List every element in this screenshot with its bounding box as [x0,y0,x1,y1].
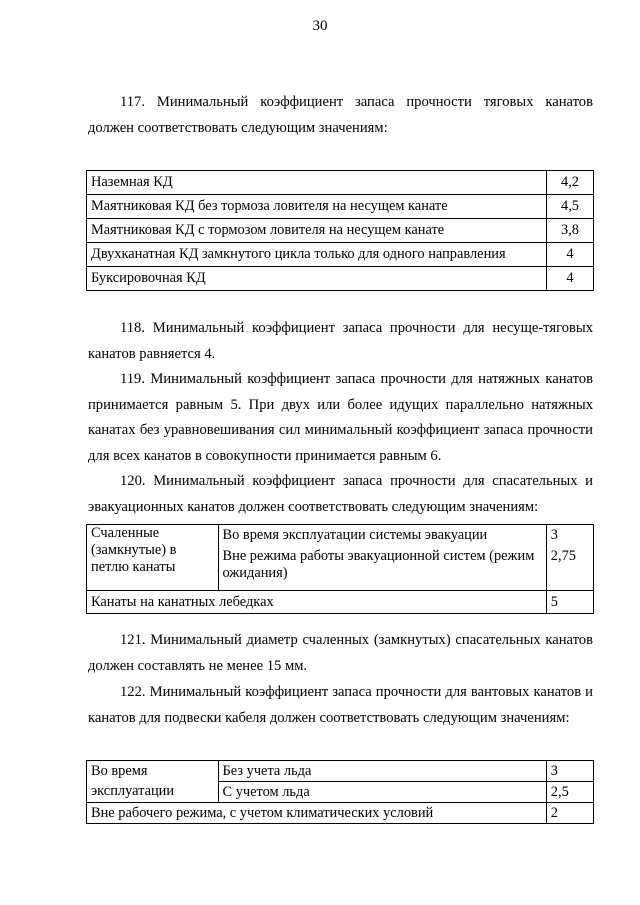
table-cell-value: 4 [547,243,594,267]
paragraph-118: 118. Минимальный коэффициент запаса прочности для несуще-тяговых канатов равняется 4. [88,320,593,362]
table-cell-label: Вне рабочего режима, с учетом климатических условий [87,803,547,824]
table-row [87,267,594,291]
table-cell-value: 4,5 [547,195,594,219]
table-cell-value: 3,8 [547,219,594,243]
table-cell-label: Канаты на канатных лебедках [87,591,547,614]
mode-standby: Вне режима работы эвакуационной систем (режим ожидания) [222,548,535,581]
table-cell-value: 2,5 [546,782,593,803]
paragraph-122: 122. Минимальный коэффициент запаса прочности для вантовых канатов и канатов для подвески кабеля должен соответствовать следующим значениям: [88,684,593,726]
table-cell-label: Двухканатная КД замкнутого цикла только для одного направления [87,243,547,267]
table-row [87,219,594,243]
table-row [87,195,594,219]
table-row [87,591,594,614]
page-number: 30 [312,18,328,34]
table-row [87,171,594,195]
table-traction-ropes [86,170,594,291]
table-cell-label: Наземная КД [87,171,547,195]
table-cell-label: Маятниковая КД с тормозом ловителя на несущем канате [87,219,547,243]
table-cell-value: 4 [547,267,594,291]
table-cell-condition: Без учета льда [218,761,546,782]
table-cell-label: Маятниковая КД без тормоза ловителя на несущем канате [87,195,547,219]
paragraph-120: 120. Минимальный коэффициент запаса прочности для спасательных и эвакуационных канатов должен соответствовать следующим значениям: [88,473,593,515]
paragraph-117: 117. Минимальный коэффициент запаса прочности тяговых канатов должен соответствовать следующим значениям: [88,94,593,136]
table-rescue-ropes [86,524,594,614]
table-row [87,761,594,782]
table-row [87,525,594,591]
table-cell-value: 2 [546,803,593,824]
table-cell-modes [218,525,546,591]
value-operation: 3 [550,527,558,543]
table-row [87,803,594,824]
table-guy-ropes [86,760,594,824]
table-cell-value: 3 [546,761,593,782]
table-cell-values [546,525,593,591]
table-cell-group-label: Счаленные (замкнутые) в петлю канаты [87,525,219,591]
table-cell-condition: С учетом льда [218,782,546,803]
table-cell-group-label: Во время эксплуатации [87,761,219,803]
mode-operation: Во время эксплуатации системы эвакуации [222,527,488,543]
table-cell-value: 4,2 [547,171,594,195]
table-cell-label: Буксировочная КД [87,267,547,291]
table-cell-value: 5 [546,591,593,614]
table-row [87,243,594,267]
paragraph-119: 119. Минимальный коэффициент запаса прочности для натяжных канатов принимается равным 5. При двух или более идущих параллельно натяжных канатах без уравновешивания сил минимальный коэффициент запаса прочности для всех канатов в совокупности принимается равным 6. [88,371,593,464]
paragraph-121: 121. Минимальный диаметр счаленных (замкнутых) спасательных канатов должен составлять не менее 15 мм. [88,632,593,674]
value-standby: 2,75 [550,548,576,564]
